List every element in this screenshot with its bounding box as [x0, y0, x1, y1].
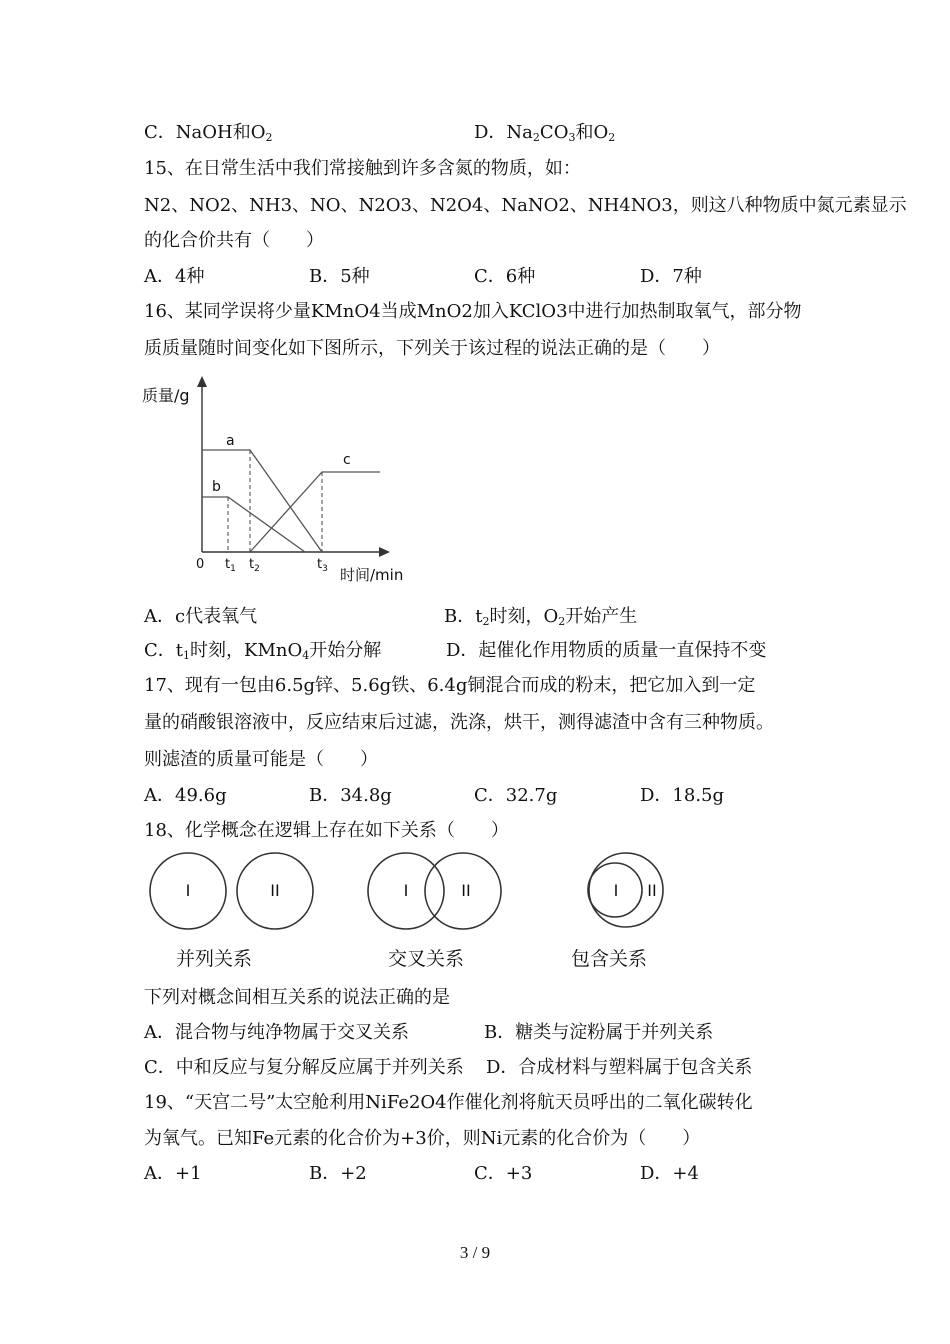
parallel-label-2: II	[270, 881, 280, 900]
q17-option-d: D．18.5g	[640, 785, 725, 806]
parallel-label-1: I	[185, 881, 191, 900]
origin-label: 0	[196, 557, 205, 572]
curve-c-line	[250, 472, 380, 552]
curve-b-label: b	[212, 479, 221, 495]
q15-option-a: A．4种	[144, 266, 205, 287]
q18-option-c: C．中和反应与复分解反应属于并列关系	[144, 1057, 464, 1078]
q16-stem-line2: 质质量随时间变化如下图所示，下列关于该过程的说法正确的是（ ）	[144, 338, 720, 359]
q16-option-c: C．$t_1$时刻，KMnO$_4$开始分解	[144, 640, 382, 662]
t1-label: $t_1$	[225, 557, 236, 574]
concept-relation-diagrams	[140, 845, 680, 945]
parallel-relation-label: 并列关系	[176, 948, 253, 970]
q15-option-b: B．5种	[309, 266, 370, 287]
q17-stem-line1: 17、现有一包由6.5g锌、5.6g铁、6.4g铜混合而成的粉末，把它加入到一定	[144, 675, 756, 696]
q16-stem-line1: 16、某同学误将少量KMnO4当成MnO2加入KClO3中进行加热制取氧气，部分物	[144, 301, 802, 322]
cross-label-1: I	[403, 881, 409, 900]
y-axis-label: 质量/g	[142, 386, 190, 405]
q15-stem-line3: 的化合价共有（ ）	[144, 230, 324, 251]
curve-a-line	[202, 450, 322, 552]
contain-relation-label: 包含关系	[571, 948, 648, 970]
contain-label-2: II	[647, 881, 657, 900]
q18-option-b: B．糖类与淀粉属于并列关系	[484, 1022, 714, 1043]
q18-stem-line2: 下列对概念间相互关系的说法正确的是	[144, 987, 450, 1008]
q19-option-a: A．+1	[144, 1163, 202, 1184]
q17-option-b: B．34.8g	[309, 785, 392, 806]
cross-relation-label: 交叉关系	[388, 948, 465, 970]
q15-option-d: D．7种	[640, 266, 702, 287]
mass-time-graph	[140, 370, 420, 590]
q16-option-d: D．起催化作用物质的质量一直保持不变	[446, 640, 767, 661]
q14-option-d: D．$Na_2CO_3$和$O_2$	[474, 122, 616, 144]
x-axis-label: 时间/min	[340, 566, 404, 584]
q18-option-a: A．混合物与纯净物属于交叉关系	[144, 1022, 409, 1043]
q19-stem-line2: 为氧气。已知Fe元素的化合价为+3价，则Ni元素的化合价为（ ）	[144, 1128, 701, 1149]
q18-stem-line1: 18、化学概念在逻辑上存在如下关系（ ）	[144, 820, 509, 841]
curve-c-label: c	[343, 452, 351, 468]
contain-label-1: I	[613, 881, 619, 900]
q16-option-a: A．c代表氧气	[144, 606, 258, 627]
q15-stem-line2: N2、NO2、NH3、NO、N2O3、N2O4、NaNO2、NH4NO3，则这八种物质中氮元素显示	[144, 195, 907, 216]
q19-stem-line1: 19、“天宫二号”太空舱利用NiFe2O4作催化剂将航天员呼出的二氧化碳转化	[144, 1092, 753, 1113]
q19-option-b: B．+2	[309, 1163, 367, 1184]
q17-option-a: A．49.6g	[144, 785, 227, 806]
cross-label-2: II	[461, 881, 471, 900]
q17-stem-line3: 则滤渣的质量可能是（ ）	[144, 749, 378, 770]
q17-stem-line2: 量的硝酸银溶液中，反应结束后过滤，洗涤，烘干，测得滤渣中含有三种物质。	[144, 712, 774, 733]
q19-option-c: C．+3	[474, 1163, 533, 1184]
q19-option-d: D．+4	[640, 1163, 699, 1184]
q14-option-c: C．NaOH和$O_2$	[144, 122, 273, 144]
y-axis-arrow	[197, 376, 207, 387]
q17-option-c: C．32.7g	[474, 785, 558, 806]
page-number: 3 / 9	[459, 1243, 491, 1262]
curve-a-label: a	[226, 433, 235, 449]
x-axis-arrow	[379, 547, 390, 557]
q16-option-b: B．$t_2$时刻，$O_2$开始产生	[444, 606, 638, 628]
q15-option-c: C．6种	[474, 266, 536, 287]
q18-option-d: D．合成材料与塑料属于包含关系	[486, 1057, 753, 1078]
t2-label: $t_2$	[249, 557, 260, 574]
q15-stem-line1: 15、在日常生活中我们常接触到许多含氮的物质，如：	[144, 158, 581, 179]
t3-label: $t_3$	[317, 557, 328, 574]
